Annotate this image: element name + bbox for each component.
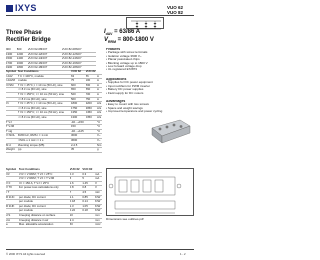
company-logo: IXYS	[15, 3, 37, 13]
table-cell: 860	[86, 88, 97, 93]
bridge-schematic-icon	[127, 19, 165, 31]
package-photo	[150, 116, 192, 146]
table-cell: typ.	[18, 148, 71, 153]
table-cell: A	[97, 88, 102, 93]
table-cell: per diode; DC current	[19, 204, 70, 209]
table-cell: 0.8	[82, 186, 95, 191]
table-row	[6, 148, 102, 153]
table-cell: d A	[6, 218, 19, 223]
table-cell: Max. allowable acceleration	[19, 223, 70, 228]
list-item: • Improved temperature and power cycling	[106, 110, 163, 114]
table-cell: V F	[6, 181, 19, 186]
table-cell: per diode; DC current	[19, 195, 70, 200]
table-cell: mm	[95, 218, 102, 223]
copyright: © 2000 IXYS All rights reserved	[6, 252, 46, 256]
table-row	[6, 223, 102, 228]
applications-section	[106, 78, 194, 95]
table-cell: -40...+125	[70, 129, 84, 133]
table-cell: 63	[71, 74, 86, 79]
table-cell: mA	[95, 177, 102, 182]
table-cell: 3050	[86, 106, 97, 111]
table-cell: 0.3	[82, 172, 95, 177]
table-cell: 0.18	[70, 200, 83, 205]
table-cell: 5	[82, 177, 95, 182]
table-row: 1500 1400 VUO 62-14NO7 VUO 82-14NO7	[6, 57, 96, 62]
table-cell: 9.4	[70, 218, 83, 223]
table-cell: K/W	[95, 204, 101, 208]
table-cell: V R = V RRM; T VJ = T VJM	[19, 177, 70, 182]
table-cell: T VJ = 45°C; t = 10 ms (50 Hz), sine	[18, 83, 71, 88]
table-cell: r T	[6, 190, 19, 195]
table-cell: R thJK	[6, 204, 19, 209]
table-cell: 700	[86, 92, 97, 97]
table-cell: I²t	[6, 102, 18, 107]
table-cell: V ISOL	[6, 134, 18, 139]
advantages-section	[106, 100, 194, 114]
table-cell: T C = 100°C, module	[18, 74, 71, 79]
list-item: • Field supply for DC motors	[106, 91, 144, 95]
table-cell: V~	[96, 133, 101, 138]
max-ratings-table	[6, 70, 102, 153]
table-cell: mA	[95, 172, 102, 177]
table-row: 1300 1200 VUO 62-12NO7 VUO 82-12NO7	[6, 52, 96, 57]
table-cell: Nm	[96, 143, 102, 147]
table-cell: per module	[19, 200, 70, 205]
table-cell: 0.3	[70, 172, 83, 177]
table-cell: 1300	[71, 115, 86, 120]
table-cell: Mounting torque (M5)	[18, 143, 71, 148]
table-cell: 0.22	[70, 209, 83, 214]
page-number: 1 - 2	[180, 252, 186, 256]
spec-current: $I_{dAV} = 63/86$ A	[104, 29, 141, 37]
section-heading: Features	[106, 48, 121, 51]
table-cell: 50/60 Hz, RMS t = 1 min	[18, 134, 71, 139]
table-cell: 2450	[86, 111, 97, 116]
part-number: VUO 62	[167, 5, 184, 10]
module-package-icon	[150, 116, 192, 146]
list-item: • Battery DC power supplies	[106, 88, 144, 92]
table-cell: 3000	[71, 134, 86, 139]
table-row	[6, 92, 102, 97]
table-cell: 0.8	[70, 186, 83, 191]
list-item: • Low forward voltage drop	[106, 65, 142, 69]
table-cell: 7	[70, 190, 83, 195]
table-cell: T VJ = 150°C; t = 10 ms (50 Hz), sine	[18, 92, 71, 97]
table-cell: mΩ	[95, 190, 102, 195]
table-cell: 600	[71, 83, 86, 88]
table-cell: V T0	[6, 186, 19, 191]
page-title	[6, 30, 51, 44]
list-item: • Easy to mount with two screws	[106, 103, 149, 107]
advantages-list	[106, 103, 194, 113]
table-cell: t = 8.3 ms (60 Hz), sine	[18, 97, 71, 102]
table-cell: 800	[86, 83, 97, 88]
list-item: • Package with screw terminals	[106, 51, 148, 55]
table-row: 900 800 VUO 62-08NO7 VUO 82-08NO7	[6, 48, 96, 52]
list-item: • Space and weight savings	[106, 106, 143, 110]
table-cell: A	[97, 74, 102, 79]
table-row: 1900 1800 VUO 62-18NO7 VUO 82-18NO7	[6, 66, 96, 71]
table-cell: T VJM	[6, 125, 18, 130]
table-cell: 5	[70, 177, 83, 182]
dimension-drawing	[106, 168, 194, 216]
table-cell: Creeping distance in air	[19, 218, 70, 223]
table-cell: m/s²	[95, 222, 101, 227]
table-cell: V~	[96, 138, 101, 142]
table-cell: V R = V RRM; T VJ = 25°C	[19, 172, 70, 177]
table-cell: 1.3	[70, 204, 83, 209]
part-numbers	[167, 5, 183, 15]
table-cell: 750	[86, 97, 97, 102]
table-cell: 1.6	[70, 181, 83, 186]
table-cell: I FSM	[6, 83, 18, 88]
table-cell: °C	[96, 120, 101, 124]
table-cell: K/W	[95, 199, 101, 204]
table-cell: per module	[19, 209, 70, 214]
table-cell: I R	[6, 172, 19, 177]
table-cell: t = 8.3 ms (60 Hz), sine	[18, 88, 71, 93]
table-row	[6, 111, 102, 116]
table-row: 1700 1600 VUO 62-16NO7 VUO 82-16NO7	[6, 61, 96, 66]
table-cell: A	[97, 83, 102, 88]
section-heading: Advantages	[106, 100, 126, 103]
table-cell: For power-loss calculations only	[19, 186, 70, 191]
outline-drawing-icon	[107, 169, 195, 217]
list-item: • Supplies for DC power equipment	[106, 81, 153, 85]
title-line: Three Phase	[6, 30, 42, 36]
table-cell: V	[95, 186, 102, 191]
features-list	[106, 51, 194, 71]
table-cell: 1750	[71, 106, 86, 111]
table-cell: 1.45	[82, 181, 95, 186]
table-header: Symbol Test Conditions VUO 62 VUO 82	[6, 70, 102, 74]
footer-divider	[6, 249, 194, 250]
dimensions-note: Dimensions see outlines.pdf	[106, 218, 144, 221]
table-cell: 3600	[71, 138, 86, 143]
table-cell: 35	[71, 148, 86, 153]
table-cell: 650	[71, 88, 86, 93]
table-cell: 150	[71, 125, 86, 130]
table-cell: T stg	[6, 129, 18, 134]
list-item: • UL registered E72873	[106, 68, 137, 72]
list-item: • Blocking voltage up to 1800 V	[106, 61, 148, 65]
table-cell: 50	[70, 223, 83, 228]
table-cell: 100	[86, 79, 97, 84]
table-cell: A	[97, 92, 102, 97]
table-cell: -40...+150	[70, 120, 84, 124]
list-item: • Input rectifiers for PWM inverter	[106, 84, 151, 88]
table-cell: M d	[6, 143, 18, 148]
table-cell: mm	[95, 213, 102, 218]
table-cell: 10	[70, 213, 83, 218]
table-row	[6, 102, 102, 107]
table-cell: 0.85	[82, 195, 95, 200]
table-cell: °C	[96, 124, 101, 129]
table-cell: 1800	[71, 102, 86, 107]
spec-voltage: $V_{RRM} = 800-1800$ V	[104, 37, 154, 45]
table-cell: 0.18	[82, 209, 95, 214]
table-cell: V	[95, 181, 102, 186]
table-cell: 2-2.5	[71, 143, 86, 148]
table-cell: d S	[6, 213, 19, 218]
table-header: Symbol Test Conditions VUO 62 VUO 82	[6, 168, 102, 172]
table-cell: 560	[71, 97, 86, 102]
table-cell: A	[97, 79, 102, 84]
table-cell: I dAVM	[6, 79, 18, 84]
table-cell: A²s	[96, 110, 102, 115]
table-cell: R thJC	[6, 195, 19, 200]
table-row	[6, 83, 102, 88]
table-cell: I dAV	[6, 74, 18, 79]
table-cell: 0.14	[82, 200, 95, 205]
table-cell	[82, 223, 95, 228]
circuit-diagram	[126, 17, 164, 29]
voltage-table	[6, 48, 96, 71]
table-cell: 75	[71, 79, 86, 84]
table-cell: A²s	[96, 106, 102, 110]
section-heading: Applications	[106, 78, 127, 81]
table-cell: K/W	[95, 195, 101, 199]
header-divider	[6, 15, 194, 16]
list-item: • Planar passivated chips	[106, 58, 140, 62]
char-values-table	[6, 168, 102, 228]
table-cell: 1350	[71, 111, 86, 116]
table-cell: 2350	[86, 115, 97, 120]
part-number: VUO 82	[167, 10, 184, 15]
table-cell: t = 8.3 ms (60 Hz), sine	[18, 106, 71, 111]
table-cell: I F = 150 A; T VJ = 25°C	[19, 181, 70, 186]
table-cell: T VJ = 45°C; t = 10 ms (50 Hz), sine	[18, 102, 71, 107]
table-cell: K/W	[95, 208, 101, 213]
table-cell: a	[6, 223, 19, 228]
table-cell: 1.05	[82, 204, 95, 209]
applications-list	[106, 81, 194, 95]
table-cell: 4.5	[82, 190, 95, 195]
table-cell: A²s	[96, 101, 102, 106]
table-cell: t = 8.3 ms (60 Hz), sine	[18, 115, 71, 120]
table-cell: I ISOL ≤ 1 mA t = 1 s	[18, 138, 71, 143]
features-section	[106, 48, 194, 72]
table-cell: T VJ	[6, 120, 18, 125]
table-cell: 520	[71, 92, 86, 97]
list-item: • Isolation voltage 3600 V~	[106, 54, 142, 58]
table-cell: Creeping distance on surface	[19, 213, 70, 218]
table-cell: module	[18, 79, 71, 84]
logo-icon	[6, 5, 13, 12]
table-cell: g	[97, 148, 102, 153]
table-cell: 86	[86, 74, 97, 79]
table-cell: °C	[96, 129, 101, 133]
table-cell	[86, 148, 97, 153]
table-cell: Weight	[6, 148, 18, 153]
table-cell: 3200	[86, 102, 97, 107]
table-cell: A²s	[96, 115, 102, 119]
title-line: Rectifier Bridge	[6, 37, 51, 43]
table-cell: A	[97, 97, 102, 102]
table-cell: 1.1	[70, 195, 83, 200]
table-cell: T VJ = 150°C; t = 10 ms (50 Hz), sine	[18, 111, 71, 116]
